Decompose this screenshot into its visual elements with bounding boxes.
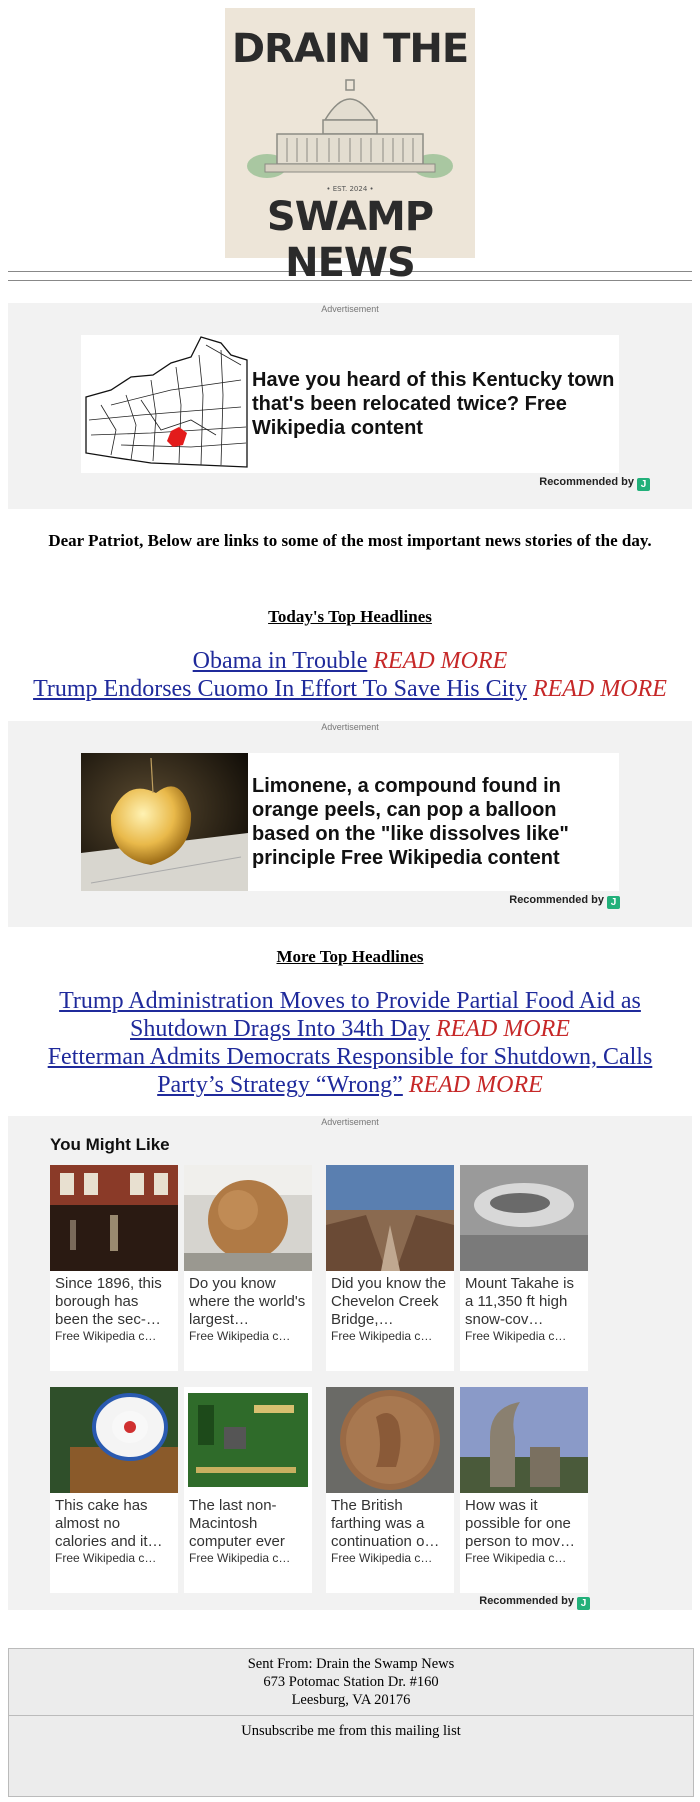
recommended-by-label: Recommended by — [509, 894, 604, 906]
headline-link[interactable]: Fetterman Admits Democrats Responsible for Shutdown, Calls Party’s Strategy “Wrong” — [47, 1044, 653, 1098]
headline-link[interactable]: Trump Endorses Cuomo In Effort To Save His City — [33, 676, 527, 702]
tile-caption: Since 1896, this borough has been the sec-… — [55, 1275, 162, 1328]
recommendation-tile[interactable] — [50, 1165, 178, 1371]
you-might-like-title: You Might Like — [50, 1135, 170, 1154]
tile-source: Free Wikipedia c… — [55, 1329, 157, 1343]
ad-card-limonene[interactable] — [81, 753, 619, 891]
advertisement-label: Advertisement — [321, 304, 379, 314]
tile-thumbnail — [326, 1165, 454, 1271]
kentucky-map-thumbnail — [81, 335, 248, 473]
tile-caption: How was it possible for one person to mov… — [465, 1497, 576, 1550]
headline-item — [20, 675, 680, 703]
tile-thumbnail — [184, 1387, 312, 1493]
read-more-link[interactable]: READ MORE — [436, 1016, 570, 1042]
advertisement-label: Advertisement — [321, 1117, 379, 1127]
email-footer — [8, 1648, 694, 1797]
logo-title-bottom: SWAMP NEWS — [266, 194, 434, 286]
greeting-text: Dear Patriot, Below are links to some of the most important news stories of the day. — [48, 531, 652, 550]
recommended-by[interactable] — [479, 1595, 590, 1610]
tile-thumbnail — [50, 1387, 178, 1493]
tile-source: Free Wikipedia c… — [55, 1551, 157, 1565]
tile-source: Free Wikipedia c… — [465, 1551, 567, 1565]
recommended-by-label: Recommended by — [479, 1595, 574, 1607]
coral-castle-photo-icon — [460, 1387, 588, 1493]
borough-street-photo-icon — [50, 1165, 178, 1271]
advertisement-1 — [8, 303, 692, 509]
cake-plate-photo-icon — [50, 1387, 178, 1493]
recommender-logo-icon: J — [577, 1597, 590, 1610]
tile-thumbnail — [460, 1165, 588, 1271]
read-more-link[interactable]: READ MORE — [532, 676, 667, 702]
tile-source: Free Wikipedia c… — [331, 1551, 433, 1565]
you-might-like-widget — [8, 1116, 692, 1610]
tile-thumbnail — [460, 1387, 588, 1493]
more-headlines-title: More Top Headlines — [276, 947, 424, 966]
tile-caption: Mount Takahe is a 11,350 ft high snow-cov… — [465, 1275, 574, 1328]
sender-name: Sent From: Drain the Swamp News — [247, 1656, 455, 1672]
logo-container — [0, 0, 700, 286]
giant-ball-photo-icon — [184, 1165, 312, 1271]
more-headlines-list — [30, 987, 670, 1099]
kentucky-map-icon — [81, 335, 248, 473]
tile-source: Free Wikipedia c… — [465, 1329, 567, 1343]
balloon-thumbnail — [81, 753, 248, 891]
tile-thumbnail — [326, 1387, 454, 1493]
advertisement-label: Advertisement — [321, 722, 379, 732]
tile-thumbnail — [184, 1165, 312, 1271]
sender-address — [9, 1649, 693, 1716]
unsubscribe-section — [9, 1716, 693, 1796]
tile-caption: Did you know the Chevelon Creek Bridge,… — [331, 1275, 447, 1328]
bridge-canyon-photo-icon — [326, 1165, 454, 1271]
top-headlines-title: Today's Top Headlines — [268, 607, 432, 626]
ad-headline[interactable]: Have you heard of this Kentucky town that's been relocated twice? Free Wikipedia content — [252, 369, 615, 439]
tile-source: Free Wikipedia c… — [189, 1329, 291, 1343]
unsubscribe-link[interactable]: Unsubscribe me from this mailing list — [241, 1723, 461, 1739]
tile-source: Free Wikipedia c… — [331, 1329, 433, 1343]
tile-caption: The last non-Macintosh computer ever — [189, 1497, 285, 1550]
logo-established: • EST. 2024 • — [326, 185, 374, 193]
recommender-logo-icon: J — [607, 896, 620, 909]
recommended-by[interactable] — [509, 894, 620, 909]
ad-card-kentucky[interactable] — [81, 335, 619, 473]
headline-link[interactable]: Obama in Trouble — [192, 648, 368, 674]
mountain-aerial-photo-icon — [460, 1165, 588, 1271]
recommended-by-label: Recommended by — [539, 476, 634, 488]
recommender-logo-icon: J — [637, 478, 650, 491]
recommendation-tile[interactable] — [184, 1387, 312, 1593]
headline-link[interactable]: Trump Administration Moves to Provide Partial Food Aid as Shutdown Drags Into 34th Day — [59, 988, 641, 1042]
recommendation-tile[interactable] — [460, 1387, 588, 1593]
circuit-board-photo-icon — [184, 1387, 312, 1493]
sender-street: 673 Potomac Station Dr. #160 — [263, 1674, 439, 1690]
ad-headline[interactable]: Limonene, a compound found in orange peels, can pop a balloon based on the "like dissolves like" principle Free Wikipedia content — [252, 775, 569, 869]
tile-source: Free Wikipedia c… — [189, 1551, 291, 1565]
advertisement-2 — [8, 721, 692, 927]
read-more-link[interactable]: READ MORE — [408, 1072, 543, 1098]
drain-the-swamp-logo — [225, 8, 475, 286]
tile-caption: Do you know where the world's largest… — [189, 1275, 306, 1328]
read-more-link[interactable]: READ MORE — [373, 648, 508, 674]
headline-item — [20, 647, 680, 675]
recommendation-tile[interactable] — [326, 1165, 454, 1371]
top-headlines-list — [20, 647, 680, 703]
headline-item — [30, 987, 670, 1043]
recommendation-tile[interactable] — [326, 1387, 454, 1593]
recommendation-tile[interactable] — [50, 1387, 178, 1593]
balloon-photo-icon — [81, 753, 248, 891]
sender-city: Leesburg, VA 20176 — [291, 1692, 411, 1708]
tile-caption: This cake has almost no calories and it… — [55, 1497, 163, 1550]
coin-photo-icon — [326, 1387, 454, 1493]
logo-title-top: DRAIN THE — [231, 26, 469, 72]
recommendation-tile[interactable] — [184, 1165, 312, 1371]
headline-item — [30, 1043, 670, 1099]
tile-caption: The British farthing was a continuation o… — [331, 1497, 440, 1550]
recommended-by[interactable] — [539, 476, 650, 491]
tile-thumbnail — [50, 1165, 178, 1271]
recommendation-tile[interactable] — [460, 1165, 588, 1371]
